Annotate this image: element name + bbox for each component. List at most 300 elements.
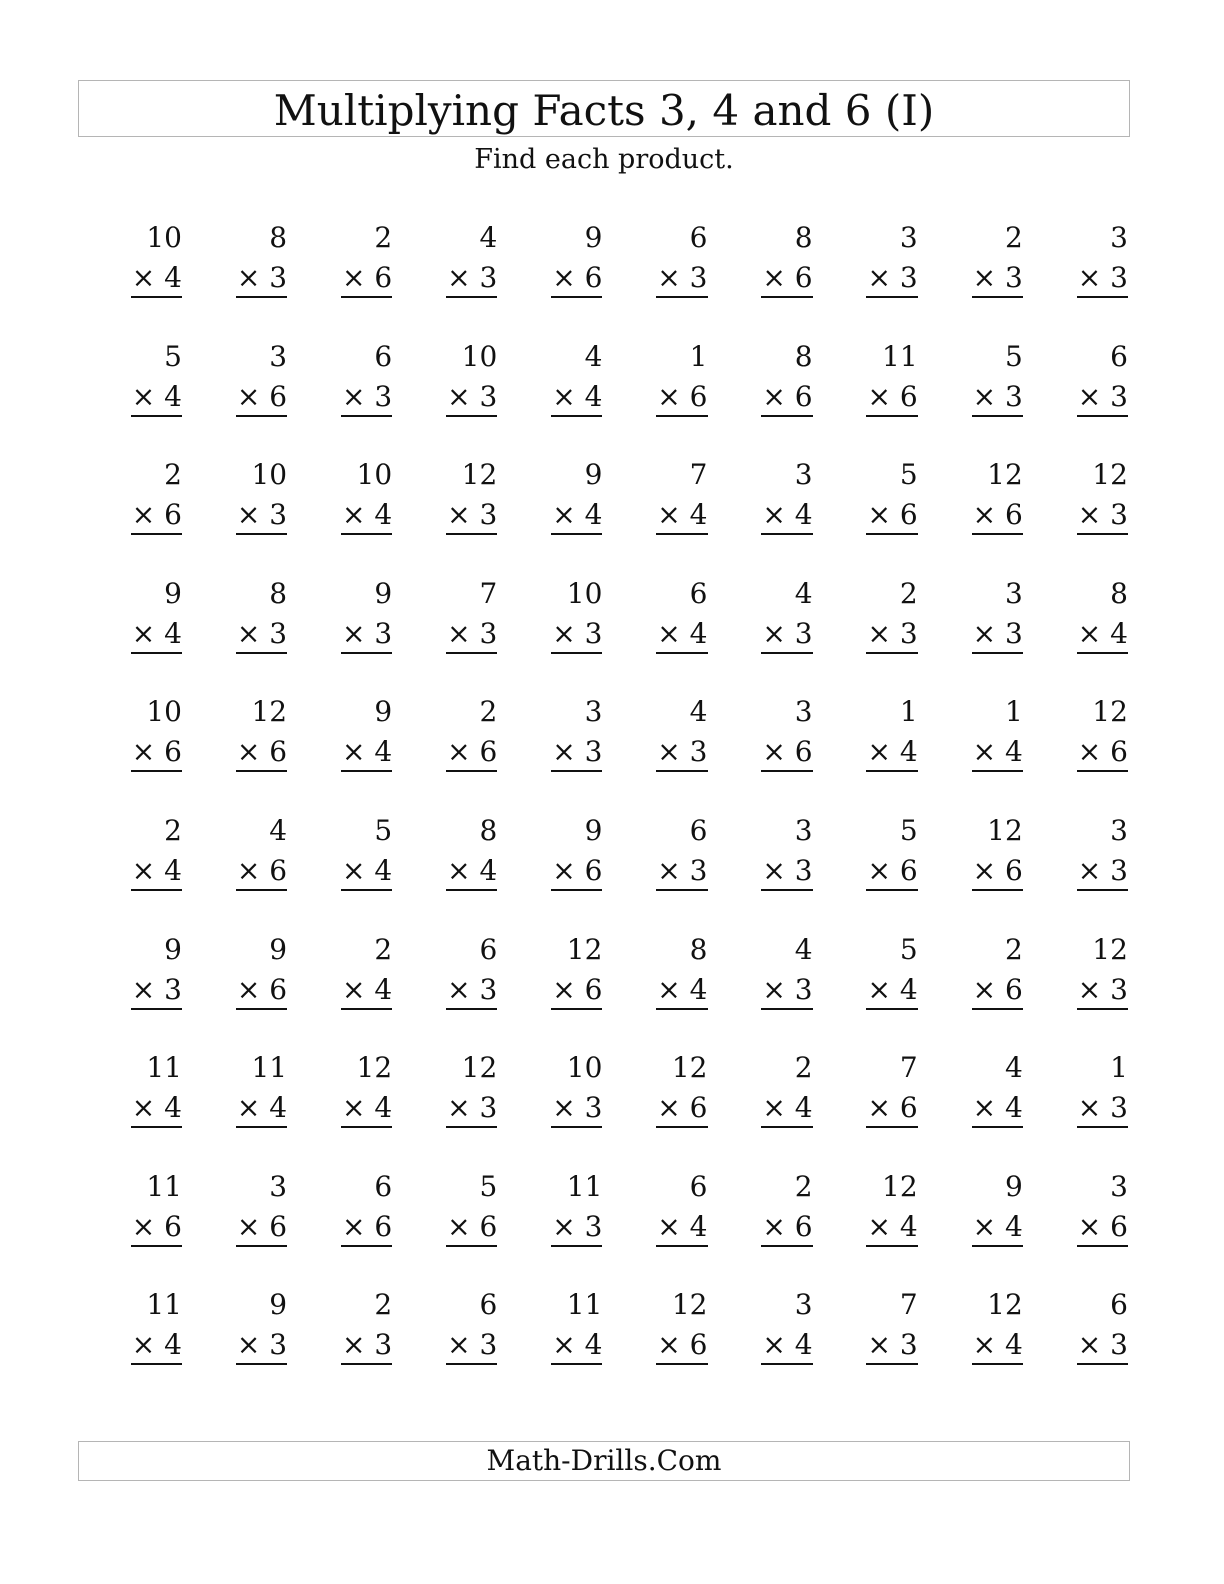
multiplier-value: 3 — [584, 1209, 603, 1243]
times-symbol: × — [1077, 854, 1102, 887]
multiplier — [1077, 377, 1128, 417]
multiplier-value: 4 — [584, 1328, 603, 1362]
multiplier-line — [272, 614, 392, 654]
multiplier-value: 6 — [1110, 735, 1128, 769]
multiplier-value: 4 — [794, 1091, 813, 1125]
problem — [377, 930, 497, 1010]
problem — [693, 574, 813, 654]
times-symbol: × — [236, 854, 261, 887]
problem — [62, 930, 182, 1010]
times-symbol: × — [657, 379, 681, 413]
problem — [693, 455, 813, 535]
multiplicand: 5 — [899, 932, 918, 966]
problem — [482, 1285, 602, 1365]
multiplicand: 5 — [479, 1169, 498, 1203]
times-symbol: × — [762, 1091, 786, 1125]
times-symbol: × — [972, 261, 997, 294]
times-symbol: × — [657, 735, 681, 769]
multiplier-value: 3 — [899, 261, 918, 294]
times-symbol: × — [341, 854, 366, 887]
multiplier-value: 3 — [479, 379, 498, 413]
multiplier-line — [903, 495, 1023, 535]
multiplier-line — [588, 732, 708, 772]
multiplicand: 8 — [794, 339, 813, 373]
multiplier-line — [588, 1207, 708, 1247]
multiplier-line — [377, 258, 497, 298]
multiplier-line — [62, 258, 182, 298]
multiplier-line — [272, 1325, 392, 1365]
multiplier-line — [377, 1088, 497, 1128]
times-symbol: × — [972, 498, 997, 532]
multiplier-line — [272, 377, 392, 417]
multiplier-line — [62, 1207, 182, 1247]
multiplicand: 9 — [584, 814, 603, 847]
problem — [903, 455, 1023, 535]
multiplier-value: 6 — [479, 1209, 498, 1243]
multiplier — [1077, 1207, 1128, 1247]
times-symbol: × — [236, 379, 261, 413]
problem — [272, 574, 392, 654]
multiplier-line — [167, 970, 287, 1010]
multiplier-line — [1008, 851, 1128, 891]
times-symbol: × — [972, 972, 997, 1006]
multiplier-line — [482, 258, 602, 298]
multiplier-value: 4 — [899, 972, 918, 1006]
problem — [62, 1167, 182, 1247]
multiplier-line — [272, 732, 392, 772]
multiplier — [1077, 614, 1128, 654]
multiplier-value: 6 — [794, 379, 813, 413]
times-symbol: × — [762, 972, 786, 1006]
multiplier-line — [167, 614, 287, 654]
multiplier-line — [377, 1207, 497, 1247]
multiplier-line — [1008, 258, 1128, 298]
problem — [272, 337, 392, 417]
times-symbol: × — [236, 1091, 261, 1125]
multiplicand: 8 — [269, 576, 288, 610]
multiplicand: 8 — [269, 221, 288, 254]
times-symbol: × — [972, 1328, 997, 1362]
multiplier-line — [272, 851, 392, 891]
multiplier-line — [482, 851, 602, 891]
multiplier-value: 4 — [374, 1091, 393, 1125]
times-symbol: × — [867, 972, 891, 1006]
multiplier-value: 3 — [1110, 1328, 1128, 1362]
multiplier-line — [377, 970, 497, 1010]
times-symbol: × — [657, 616, 681, 650]
problem — [588, 218, 708, 298]
multiplicand: 10 — [566, 1051, 603, 1085]
multiplier-line — [588, 495, 708, 535]
times-symbol: × — [131, 379, 156, 413]
times-symbol: × — [236, 261, 261, 294]
multiplier-value: 3 — [374, 616, 393, 650]
multiplier-value: 4 — [374, 854, 393, 887]
multiplicand: 7 — [899, 1051, 918, 1085]
times-symbol: × — [447, 854, 471, 887]
problem — [693, 1048, 813, 1128]
multiplier-line — [693, 970, 813, 1010]
times-symbol: × — [341, 1091, 366, 1125]
multiplicand: 12 — [1092, 695, 1128, 729]
multiplier-value: 3 — [1110, 854, 1128, 887]
problem — [167, 337, 287, 417]
multiplier-line — [272, 1207, 392, 1247]
times-symbol: × — [447, 1209, 471, 1243]
multiplier-line — [1008, 1325, 1128, 1365]
problem — [1008, 1048, 1128, 1128]
times-symbol: × — [552, 972, 576, 1006]
multiplier — [1077, 1088, 1128, 1128]
problem — [693, 1167, 813, 1247]
multiplicand: 6 — [479, 932, 498, 966]
multiplier-value: 3 — [479, 498, 498, 532]
multiplicand: 9 — [374, 695, 393, 729]
multiplicand: 2 — [1004, 932, 1023, 966]
multiplier-value: 3 — [479, 1328, 498, 1362]
problem — [588, 337, 708, 417]
multiplier-value: 3 — [1110, 498, 1128, 532]
problem — [167, 574, 287, 654]
multiplier-value: 4 — [584, 379, 603, 413]
problem — [62, 574, 182, 654]
problem — [903, 692, 1023, 772]
multiplier-line — [588, 614, 708, 654]
multiplicand: 7 — [479, 576, 498, 610]
times-symbol: × — [972, 735, 997, 769]
problem — [588, 574, 708, 654]
multiplier-value: 3 — [1110, 379, 1128, 413]
multiplier-value: 3 — [269, 498, 288, 532]
multiplier-line — [377, 377, 497, 417]
multiplier-line — [693, 258, 813, 298]
multiplicand: 6 — [689, 814, 708, 847]
times-symbol: × — [131, 616, 156, 650]
multiplicand: 2 — [1004, 221, 1023, 254]
multiplicand: 9 — [269, 932, 288, 966]
times-symbol: × — [447, 261, 471, 294]
problem — [588, 1285, 708, 1365]
times-symbol: × — [552, 854, 576, 887]
problem — [62, 337, 182, 417]
multiplicand: 10 — [251, 458, 288, 492]
times-symbol: × — [867, 1328, 891, 1362]
multiplicand: 6 — [479, 1288, 498, 1322]
times-symbol: × — [236, 735, 261, 769]
problem — [693, 218, 813, 298]
multiplier-line — [377, 1325, 497, 1365]
times-symbol: × — [867, 616, 891, 650]
multiplicand: 6 — [1110, 1288, 1128, 1322]
times-symbol: × — [447, 972, 471, 1006]
times-symbol: × — [552, 1328, 576, 1362]
times-symbol: × — [341, 379, 366, 413]
problem — [588, 811, 708, 891]
problem — [272, 692, 392, 772]
problem — [167, 455, 287, 535]
multiplicand: 10 — [356, 458, 393, 492]
multiplier-value: 4 — [164, 616, 182, 650]
multiplicand: 12 — [987, 814, 1023, 847]
multiplier-value: 6 — [689, 379, 708, 413]
multiplier-line — [62, 970, 182, 1010]
times-symbol: × — [972, 854, 997, 887]
multiplier-line — [798, 377, 918, 417]
times-symbol: × — [552, 735, 576, 769]
times-symbol: × — [657, 1091, 681, 1125]
times-symbol: × — [236, 1209, 261, 1243]
problem — [798, 930, 918, 1010]
multiplier-value: 4 — [1004, 735, 1023, 769]
problem — [903, 574, 1023, 654]
problem — [62, 692, 182, 772]
multiplier-value: 4 — [164, 261, 182, 294]
multiplier-line — [693, 1088, 813, 1128]
multiplier-value: 6 — [584, 854, 603, 887]
multiplier-value: 4 — [899, 735, 918, 769]
multiplier-value: 4 — [479, 854, 498, 887]
multiplier-value: 6 — [1110, 1209, 1128, 1243]
times-symbol: × — [552, 498, 576, 532]
times-symbol: × — [762, 616, 786, 650]
multiplicand: 10 — [461, 339, 498, 373]
multiplier-line — [798, 614, 918, 654]
multiplier-value: 3 — [794, 972, 813, 1006]
times-symbol: × — [657, 972, 681, 1006]
multiplier-line — [167, 258, 287, 298]
problem — [1008, 811, 1128, 891]
multiplier-value: 3 — [1110, 1091, 1128, 1125]
problem — [693, 692, 813, 772]
multiplier-value: 6 — [794, 1209, 813, 1243]
problem — [903, 930, 1023, 1010]
times-symbol: × — [762, 1209, 786, 1243]
problem — [377, 574, 497, 654]
multiplier-line — [62, 1325, 182, 1365]
multiplicand: 3 — [794, 458, 813, 492]
multiplier-line — [62, 495, 182, 535]
multiplier-line — [588, 1325, 708, 1365]
multiplier-line — [272, 1088, 392, 1128]
problem — [1008, 218, 1128, 298]
multiplicand: 6 — [374, 339, 393, 373]
multiplicand: 3 — [794, 814, 813, 847]
times-symbol: × — [1077, 261, 1102, 294]
times-symbol: × — [447, 616, 471, 650]
problem — [1008, 455, 1128, 535]
multiplier-line — [482, 1207, 602, 1247]
multiplicand: 11 — [251, 1051, 288, 1085]
times-symbol: × — [867, 498, 891, 532]
multiplicand: 2 — [794, 1169, 813, 1203]
multiplicand: 2 — [374, 1288, 393, 1322]
problem — [377, 337, 497, 417]
times-symbol: × — [236, 616, 261, 650]
multiplier-line — [1008, 1207, 1128, 1247]
multiplier-line — [693, 732, 813, 772]
times-symbol: × — [552, 261, 576, 294]
multiplier-value: 4 — [164, 379, 182, 413]
problem — [693, 1285, 813, 1365]
multiplier-line — [903, 614, 1023, 654]
multiplicand: 12 — [987, 1288, 1023, 1322]
multiplier-line — [903, 1207, 1023, 1247]
multiplier — [1077, 495, 1128, 535]
multiplicand: 9 — [164, 932, 182, 966]
problem — [62, 811, 182, 891]
multiplier-line — [903, 851, 1023, 891]
multiplier-line — [903, 258, 1023, 298]
multiplier-value: 4 — [584, 498, 603, 532]
multiplier-line — [167, 495, 287, 535]
problem — [377, 1048, 497, 1128]
multiplier-line — [798, 970, 918, 1010]
problem — [272, 1048, 392, 1128]
multiplier-value: 4 — [1004, 1328, 1023, 1362]
times-symbol: × — [447, 735, 471, 769]
problem — [903, 1285, 1023, 1365]
multiplier-line — [588, 258, 708, 298]
multiplier-value: 3 — [479, 616, 498, 650]
problem — [798, 574, 918, 654]
multiplier-line — [1008, 732, 1128, 772]
multiplicand: 5 — [1004, 339, 1023, 373]
times-symbol: × — [762, 735, 786, 769]
multiplier-value: 3 — [584, 1091, 603, 1125]
problem — [1008, 337, 1128, 417]
times-symbol: × — [341, 616, 366, 650]
times-symbol: × — [762, 854, 786, 887]
times-symbol: × — [657, 854, 681, 887]
problem — [798, 1048, 918, 1128]
multiplicand: 11 — [146, 1288, 182, 1322]
problem — [588, 692, 708, 772]
times-symbol: × — [762, 1328, 786, 1362]
multiplier-value: 3 — [479, 261, 498, 294]
times-symbol: × — [131, 735, 156, 769]
multiplier-value: 6 — [164, 1209, 182, 1243]
multiplicand: 3 — [269, 1169, 288, 1203]
multiplier-value: 3 — [269, 261, 288, 294]
multiplicand: 3 — [794, 1288, 813, 1322]
multiplier-value: 3 — [374, 1328, 393, 1362]
multiplicand: 9 — [1004, 1169, 1023, 1203]
multiplicand: 12 — [671, 1288, 708, 1322]
multiplicand: 2 — [374, 932, 393, 966]
multiplier-line — [903, 970, 1023, 1010]
times-symbol: × — [131, 1091, 156, 1125]
problem — [693, 930, 813, 1010]
multiplicand: 2 — [164, 458, 182, 492]
multiplier-value: 6 — [374, 1209, 393, 1243]
times-symbol: × — [341, 261, 366, 294]
multiplier-value: 6 — [899, 379, 918, 413]
times-symbol: × — [972, 1091, 997, 1125]
multiplicand: 4 — [479, 221, 498, 254]
problem — [272, 930, 392, 1010]
times-symbol: × — [657, 1209, 681, 1243]
times-symbol: × — [657, 261, 681, 294]
times-symbol: × — [867, 854, 891, 887]
multiplier-value: 4 — [689, 1209, 708, 1243]
times-symbol: × — [1077, 735, 1102, 769]
multiplier-value: 3 — [794, 854, 813, 887]
problem — [377, 1167, 497, 1247]
multiplicand: 5 — [374, 814, 393, 847]
problem — [1008, 692, 1128, 772]
multiplicand: 11 — [882, 339, 918, 373]
multiplier-line — [903, 1325, 1023, 1365]
problem — [482, 218, 602, 298]
multiplier-value: 6 — [269, 1209, 288, 1243]
multiplicand: 8 — [689, 932, 708, 966]
multiplier-value: 3 — [1110, 261, 1128, 294]
multiplicand: 12 — [251, 695, 288, 729]
multiplier-line — [903, 732, 1023, 772]
multiplier-line — [167, 732, 287, 772]
multiplicand: 2 — [899, 576, 918, 610]
problem — [693, 337, 813, 417]
multiplier-line — [482, 732, 602, 772]
multiplicand: 12 — [1092, 932, 1128, 966]
multiplier-line — [482, 1325, 602, 1365]
multiplier-line — [693, 1207, 813, 1247]
problem — [377, 692, 497, 772]
multiplier-value: 6 — [899, 498, 918, 532]
problem — [903, 218, 1023, 298]
problem — [798, 455, 918, 535]
problem — [482, 930, 602, 1010]
times-symbol: × — [341, 1209, 366, 1243]
times-symbol: × — [1077, 1091, 1102, 1125]
multiplicand: 3 — [1110, 814, 1128, 847]
multiplier-value: 4 — [689, 972, 708, 1006]
multiplicand: 11 — [146, 1169, 182, 1203]
problem — [377, 811, 497, 891]
multiplier-value: 6 — [794, 735, 813, 769]
problem — [903, 337, 1023, 417]
multiplier-line — [167, 1088, 287, 1128]
multiplier-value: 3 — [1004, 616, 1023, 650]
multiplier-value: 6 — [269, 854, 288, 887]
multiplier-value: 4 — [164, 854, 182, 887]
multiplicand: 6 — [689, 1169, 708, 1203]
multiplicand: 12 — [566, 932, 603, 966]
times-symbol: × — [236, 498, 261, 532]
multiplier — [1077, 1325, 1128, 1365]
multiplier-line — [62, 851, 182, 891]
times-symbol: × — [1077, 1209, 1102, 1243]
times-symbol: × — [1077, 379, 1102, 413]
multiplier-value: 6 — [164, 498, 182, 532]
multiplicand: 4 — [584, 339, 603, 373]
multiplier-value: 3 — [269, 616, 288, 650]
problem — [693, 811, 813, 891]
multiplier-value: 6 — [584, 972, 603, 1006]
multiplicand: 3 — [1110, 1169, 1128, 1203]
multiplier-value: 6 — [164, 735, 182, 769]
problem — [798, 811, 918, 891]
multiplicand: 8 — [479, 814, 498, 847]
times-symbol: × — [972, 1209, 997, 1243]
multiplier-value: 3 — [899, 1328, 918, 1362]
times-symbol: × — [552, 1091, 576, 1125]
multiplier-line — [798, 1325, 918, 1365]
times-symbol: × — [1077, 972, 1102, 1006]
problem — [167, 811, 287, 891]
multiplicand: 5 — [164, 339, 182, 373]
problem — [798, 1285, 918, 1365]
